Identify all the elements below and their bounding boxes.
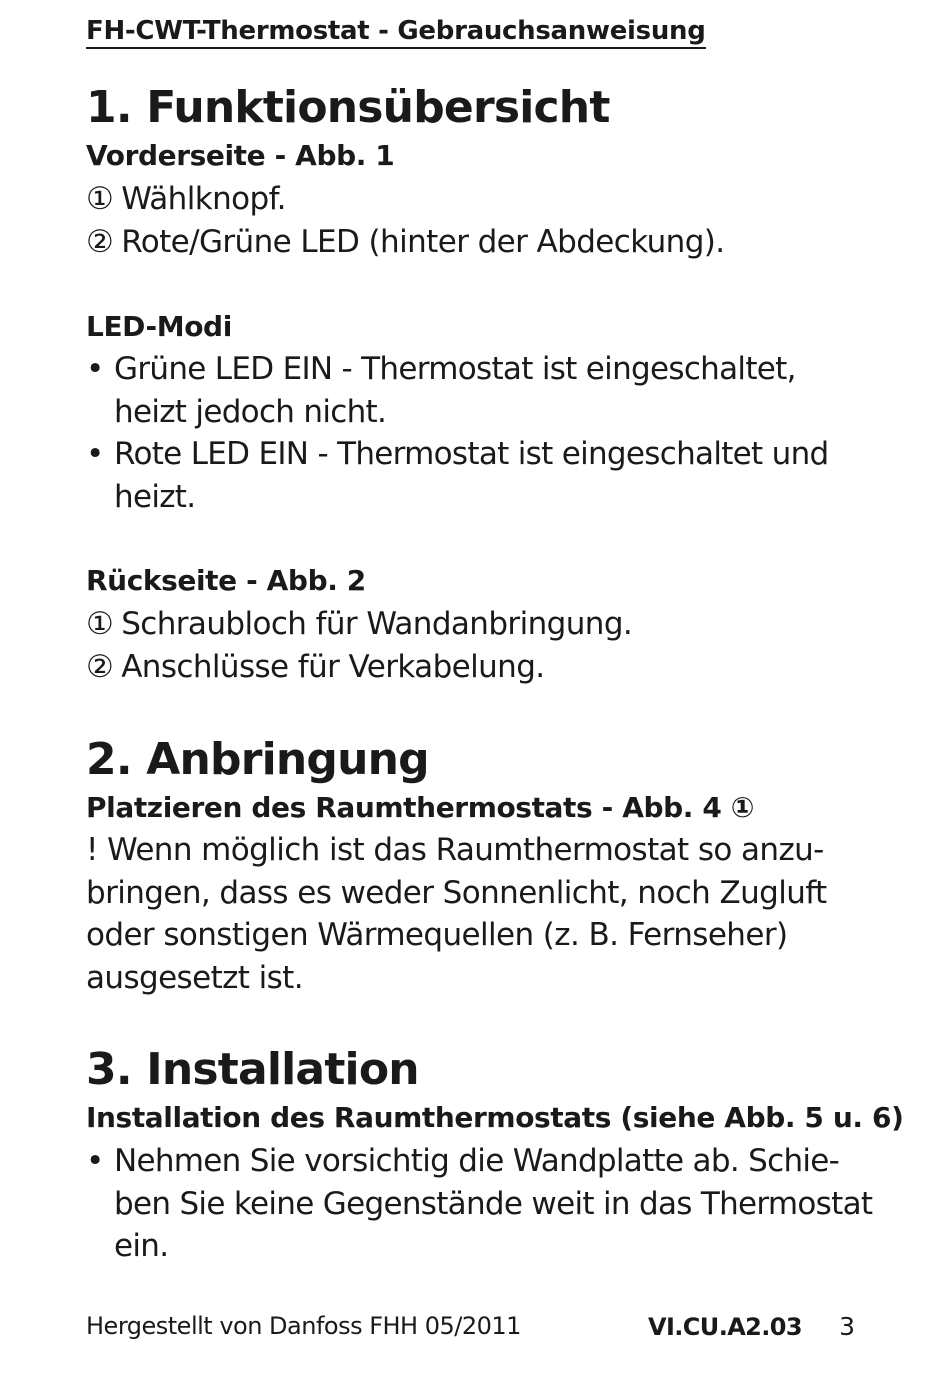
bullet-icon: • (86, 1143, 104, 1179)
circled-number-1-icon: ① (86, 606, 114, 642)
bullet-icon: • (86, 351, 104, 387)
led-modes-subheading: LED-Modi (86, 310, 232, 343)
footer-manufacturer: Hergestellt von Danfoss FHH 05/2011 (86, 1312, 521, 1340)
back-item-2 (86, 646, 545, 689)
list-item: • Rote LED EIN - Thermostat ist eingeschaltet und heizt. (86, 433, 876, 518)
list-item: • Grüne LED EIN - Thermostat ist eingeschaltet, heizt jedoch nicht. (86, 348, 876, 433)
footer-document-code: VI.CU.A2.03 (647, 1313, 802, 1341)
section-3-heading: 3. Installation (86, 1044, 419, 1095)
section-1-heading: 1. Funktionsübersicht (86, 82, 610, 133)
installation-subheading: Installation des Raumthermostats (siehe Abb. 5 u. 6) (86, 1101, 904, 1134)
front-item-1 (86, 178, 286, 221)
placement-subheading: Platzieren des Raumthermostats - Abb. 4 ① (86, 791, 755, 824)
bullet-icon: • (86, 436, 104, 472)
front-item-2 (86, 221, 725, 264)
led-modes-list (86, 348, 876, 518)
back-subheading: Rückseite - Abb. 2 (86, 564, 366, 597)
back-item-2-text: Anschlüsse für Verkabelung. (121, 649, 545, 685)
front-item-2-text: Rote/Grüne LED (hinter der Abdeckung). (121, 224, 725, 260)
front-item-1-text: Wählknopf. (121, 181, 286, 217)
page-number: 3 (839, 1312, 855, 1341)
circled-number-1-icon: ① (86, 181, 114, 217)
list-item: • Nehmen Sie vorsichtig die Wandplatte ab. Schie-ben Sie keine Gegenstände weit in das Thermostat ein. (86, 1140, 876, 1268)
document-header-title: FH-CWT-Thermostat - Gebrauchsanweisung (86, 16, 706, 49)
back-item-1 (86, 603, 632, 646)
front-subheading: Vorderseite - Abb. 1 (86, 139, 395, 172)
circled-number-2-icon: ② (86, 649, 114, 685)
section-2-heading: 2. Anbringung (86, 734, 429, 785)
installation-list (86, 1140, 876, 1268)
placement-paragraph: ! Wenn möglich ist das Raumthermostat so anzu-bringen, dass es weder Sonnenlicht, noch Zugluft oder sonstigen Wärmequellen (z. B. Fernseher) ausgesetzt ist. (86, 832, 827, 996)
circled-number-2-icon: ② (86, 224, 114, 260)
back-item-1-text: Schraubloch für Wandanbringung. (121, 606, 633, 642)
